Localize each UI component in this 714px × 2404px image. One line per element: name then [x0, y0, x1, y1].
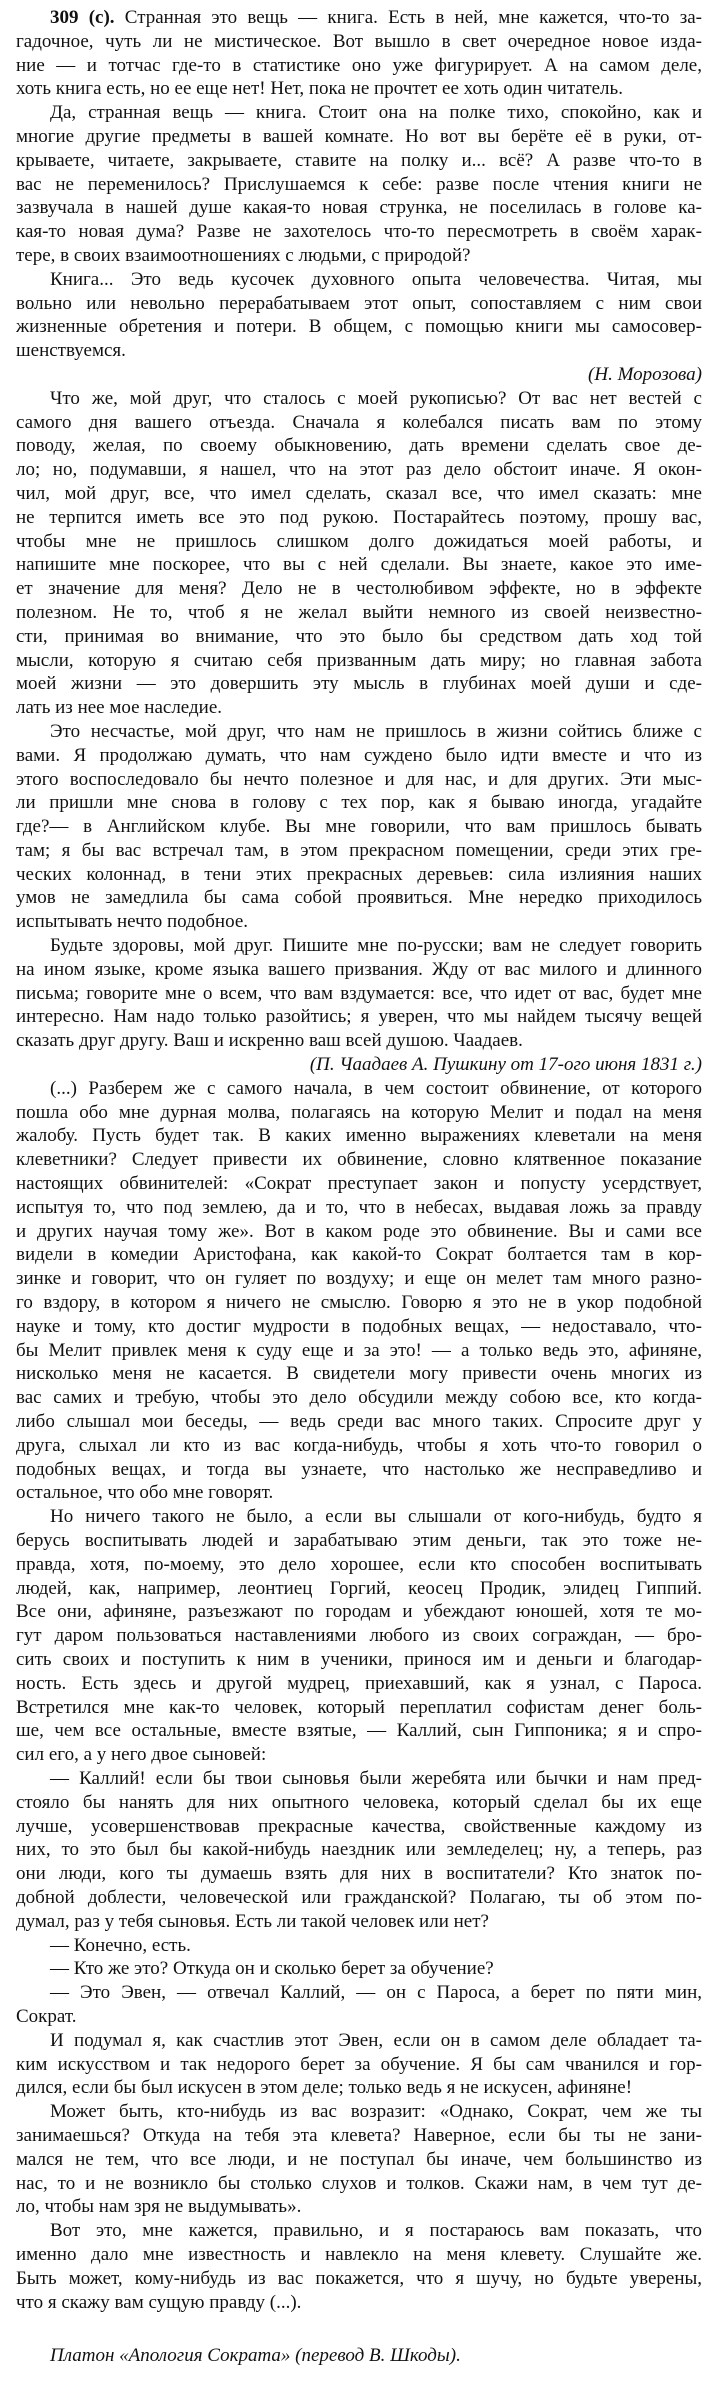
source-attribution: (П. Чаадаев А. Пушкину от 17-ого июня 1831 г.) — [309, 1054, 702, 1076]
text-line: мался не тем, что все люди, и не поступал бы иначе, чем большинство из — [16, 2148, 702, 2170]
paragraph — [16, 268, 702, 363]
text-line: видели в комедии Аристофана, как какой-то Сократ болтается там в кор- — [16, 1244, 702, 1266]
text-line: клеветники? Следует привести их обвинение, словно клятвенное показание — [16, 1149, 702, 1171]
text-line: напишите мне поскорее, что вы с ней сделали. Вы знаете, какое это име- — [16, 554, 702, 576]
text-line: — Кто же это? Откуда он и сколько берет за обучение? — [50, 1958, 494, 1980]
text-line: поводу, желая, по своему обыкновению, дать времени сделать свое де- — [16, 435, 702, 457]
source-attribution: Платон «Апология Сократа» (перевод В. Шкоды). — [50, 2345, 461, 2367]
text-line: ли пришли мне снова в голову с тех пор, как я бываю иногда, угадайте — [16, 792, 702, 814]
paragraph — [16, 2219, 702, 2314]
text-line: где?— в Английском клубе. Вы мне говорили, что вам пришлось бывать — [16, 816, 702, 838]
text-line: шенствуемся. — [16, 340, 126, 362]
text-line: правда, хотя, по-моему, это дело хорошее, если кто способен воспитывать — [16, 1553, 702, 1575]
paragraph — [16, 1767, 702, 1934]
text-line: гут даром пользоваться наставлениями любого из своих сограждан, — бро- — [16, 1625, 702, 1647]
text-line: И подумал я, как счастлив этот Эвен, если он в самом деле обладает та- — [50, 2029, 702, 2051]
text-line: го вздору, в котором я ничего не смыслю. Говорю я это не в укор подобной — [16, 1292, 702, 1314]
paragraph — [16, 934, 702, 1053]
text-line: либо слышал мои беседы, — ведь среди вас много таких. Спросите друг у — [16, 1411, 702, 1433]
paragraph — [16, 720, 702, 934]
text-line: подобных вещах, и тогда вы узнаете, что настолько же несправедливо и — [16, 1458, 702, 1480]
text-line: Встретился мне как-то человек, который переплатил софистам денег боль- — [16, 1696, 702, 1718]
text-line: дился, если бы был искусен в этом деле; только ведь я не искусен, афиняне! — [16, 2077, 633, 2099]
text-line: остальное, что обо мне говорят. — [16, 1482, 274, 1504]
text-line: ким искусством и так недорого берет за обучение. Я бы сам чванился и гор- — [16, 2053, 702, 2075]
paragraph — [16, 101, 702, 268]
text-line: сказать друг другу. Ваш и искренно ваш всей душою. Чаадаев. — [16, 1030, 523, 1052]
text-line: бы Мелит привлек меня к суду еще и за это! — а только ведь это, афиняне, — [16, 1339, 702, 1361]
text-line: зинке и говорит, что он гуляет по воздуху; и еще он мелет там много разно- — [16, 1268, 702, 1290]
text-line: Быть может, кому-нибудь из вас покажется, что я шучу, но будьте уверены, — [16, 2267, 702, 2289]
text-line: пошла обо мне дурная молва, полагаясь на которую Мелит и подал на меня — [16, 1101, 702, 1123]
text-line: настоящих обвинителей: «Сократ преступает закон и попусту усердствует, — [16, 1173, 702, 1195]
paragraph — [16, 387, 702, 720]
text-line: нисколько меня не касается. В свидетели могу привести очень многих из — [16, 1363, 702, 1385]
paragraph — [16, 2100, 702, 2219]
text-section — [16, 387, 702, 1077]
text-line: что я скажу вам сущую правду (...). — [16, 2291, 302, 2313]
text-line: самого дня вашего отъезда. Сначала я колебался писать вам по этому — [16, 411, 702, 433]
text-line-content: Странная это вещь — книга. Есть в ней, мне кажется, что-то за- — [114, 7, 702, 28]
text-line: испытывать нечто подобное. — [16, 911, 249, 933]
text-line: жалобу. Пусть будет так. В каких именно выражениях клеветали на меня — [16, 1125, 702, 1147]
text-line: на ином языке, кроме языка вашего призвания. Жду от вас милого и длинного — [16, 958, 702, 980]
text-line: занимаешься? Откуда на тебя эта клевета? Наверное, если бы ты не зани- — [16, 2124, 702, 2146]
exercise-number: 309 (с). — [50, 7, 115, 28]
paragraph — [16, 1077, 702, 1505]
text-line: там; я бы вас встречал там, в этом прекрасном помещении, среди этих гре- — [16, 839, 702, 861]
text-line: ность. Есть здесь и другой мудрец, приехавший, как я узнал, с Пароса. — [16, 1672, 702, 1694]
text-line: лать из нее мое наследие. — [16, 697, 223, 719]
paragraph — [16, 1957, 702, 1981]
text-line: чтобы мне не пришлось слишком долго дожидаться моей работы, и — [16, 530, 702, 552]
text-line: сить своих и поступить к ним в ученики, принося им и деньги и благодар- — [16, 1648, 702, 1670]
text-line: Что же, мой друг, что сталось с моей рукописью? От вас нет вестей с — [50, 387, 702, 409]
text-line: друга, слыхал ли кто из вас когда-нибудь, чтобы я хоть что-то говорил о — [16, 1434, 702, 1456]
text-line: Все они, афиняне, разъезжают по городам и убеждают юношей, хотя те мо- — [16, 1601, 702, 1623]
text-line: Будьте здоровы, мой друг. Пишите мне по-русски; вам не следует говорить — [50, 935, 702, 957]
text-line: моей жизни — это довершить эту мысль в глубинах моей души и сде- — [16, 673, 702, 695]
text-line: ше, чем все остальные, вместе взятые, — Каллий, сын Гиппоника; я и спро- — [16, 1720, 702, 1742]
text-line: полезном. Не то, чтоб я не желал выйти немного из своей неизвестно- — [16, 601, 702, 623]
text-section — [16, 6, 702, 387]
text-line: науке и тому, кто достиг мудрости в подобных вещах, — недоставало, что- — [16, 1315, 702, 1337]
text-line: гадочное, чуть ли не мистическое. Вот вышло в свет очередное новое изда- — [16, 30, 702, 52]
text-line: Да, странная вещь — книга. Стоит она на полке тихо, спокойно, как и — [50, 102, 702, 124]
text-line: — Каллий! если бы твои сыновья были жеребята или бычки и нам пред- — [50, 1767, 702, 1789]
text-line: Это несчастье, мой друг, что нам не пришлось в жизни сойтись ближе с — [50, 720, 702, 742]
text-line: зазвучала в нашей душе какая-то новая струнка, не поселилась в голове ка- — [16, 197, 702, 219]
paragraph — [16, 2029, 702, 2100]
text-line: — Конечно, есть. — [50, 1934, 191, 1956]
text-line: этого воспоследовало бы нечто полезное и для нас, и для других. Эти мыс- — [16, 768, 702, 790]
text-line: сил его, а у него двое сыновей: — [16, 1744, 267, 1766]
text-line: вольно или невольно перерабатываем этот опыт, сопоставляем с ним свои — [16, 292, 702, 314]
text-line: вас самих и требую, чтобы это дело обсудили между собою все, кто когда- — [16, 1387, 702, 1409]
text-line: интересно. Нам надо только разойтись; я уверен, что мы найдем тысячу вещей — [16, 1006, 702, 1028]
text-line: многие другие предметы в вашей комнате. Но вот вы берёте её в руки, от- — [16, 125, 702, 147]
text-line: ческих колоннад, в тени этих прекрасных деревьев: сила излияния наших — [16, 863, 702, 885]
text-line: тере, в своих взаимоотношениях с людьми, с природой? — [16, 244, 471, 266]
text-line: мысли, которую я считаю себя призванным дать миру; но главная забота — [16, 649, 702, 671]
document-page — [16, 6, 702, 2368]
text-line: стояло бы нанять для них опытного человека, который сделал бы их еще — [16, 1791, 702, 1813]
text-line: испытуя то, что под землею, да и то, что в небесах, выдавая ложь за правду — [16, 1196, 702, 1218]
text-line: (...) Разберем же с самого начала, в чем состоит обвинение, от которого — [50, 1077, 702, 1099]
text-line: ло, чтобы нам зря не выдумывать». — [16, 2196, 302, 2218]
text-line: ет значение для меня? Дело не в честолюбивом эффекте, но в эффекте — [16, 578, 702, 600]
text-line: вас не переменилось? Прислушаемся к себе: разве после чтения книги не — [16, 173, 702, 195]
text-line: умов не замедлила бы сама собой проявиться. Мне нередко приходилось — [16, 887, 702, 909]
text-line: ло; но, подумавши, я нашел, что на этот раз дело обстоит иначе. Я окон- — [16, 459, 702, 481]
text-line: лучше, усовершенствовав прекрасные качества, свойственные каждому из — [16, 1815, 702, 1837]
text-line: думал, раз у тебя сыновья. Есть ли такой человек или нет? — [16, 1910, 489, 1932]
text-line: них, то это был бы какой-нибудь наездник или земледелец; ну, а теперь, раз — [16, 1839, 702, 1861]
text-line: Но ничего такого не было, а если вы слышали от кого-нибудь, будто я — [50, 1506, 702, 1528]
text-line: письма; говорите мне о всем, что вам вздумается: все, что идет от вас, будет мне — [16, 982, 702, 1004]
text-line: Вот это, мне кажется, правильно, и я постараюсь вам показать, что — [50, 2220, 702, 2242]
text-line: Книга... Это ведь кусочек духовного опыта человечества. Читая, мы — [50, 268, 702, 290]
text-line: хоть книга есть, но ее еще нет! Нет, пока не прочтет ее хоть один читатель. — [16, 78, 623, 100]
text-line: не терпится иметь все это под рукою. Постарайтесь поэтому, прошу вас, — [16, 506, 702, 528]
paragraph — [16, 6, 702, 101]
text-line: жизненные обретения и потери. В общем, с помощью книги мы самосовер- — [16, 316, 702, 338]
text-line: берусь воспитывать людей и зарабатываю этим деньги, так это тоже не- — [16, 1530, 702, 1551]
paragraph — [16, 1981, 702, 2029]
text-line: и других научая тому же». Вот в каком роде это обвинение. Вы и сами все — [16, 1220, 702, 1242]
text-line: чил, мой друг, все, что имел сделать, сказал все, что имел сказать: мне — [16, 482, 702, 504]
text-line: добной доблести, человеческой или гражданской? Полагаю, ты об этом по- — [16, 1886, 702, 1908]
text-line: людей, как, например, леонтиец Горгий, кеосец Продик, элидец Гиппий. — [16, 1577, 702, 1599]
text-line — [16, 6, 702, 30]
text-line: вами. Я продолжаю думать, что нам суждено было идти вместе и что из — [16, 744, 702, 766]
text-line: именно дало мне известность и навлекло на меня клевету. Слушайте же. — [16, 2243, 702, 2265]
text-line: нас, то и не возникло бы столько слухов и толков. Скажи нам, в чем тут де- — [16, 2172, 702, 2194]
text-section — [16, 1077, 702, 2368]
paragraph — [16, 1505, 702, 1767]
text-line: они люди, кого ты думаешь взять для них в воспитатели? Кто знаток по- — [16, 1863, 702, 1885]
text-line: Сократ. — [16, 2005, 77, 2027]
text-line: сти, принимая во внимание, что это было бы средством дать ход той — [16, 625, 702, 647]
text-line: кая-то новая дума? Разве не захотелось что-то пересмотреть в своём харак- — [16, 221, 702, 243]
text-line: Может быть, кто-нибудь из вас возразит: «Однако, Сократ, чем же ты — [50, 2101, 702, 2123]
text-line: крываете, читаете, закрываете, ставите на полку и... всё? А разве что-то в — [16, 149, 702, 171]
text-line: ние — и тотчас где-то в статистике оно уже фигурирует. А на самом деле, — [16, 54, 702, 76]
source-attribution: (Н. Морозова) — [588, 363, 702, 385]
paragraph — [16, 1934, 702, 1958]
text-line: — Это Эвен, — отвечал Каллий, — он с Пароса, а берет по пяти мин, — [50, 1982, 702, 2004]
